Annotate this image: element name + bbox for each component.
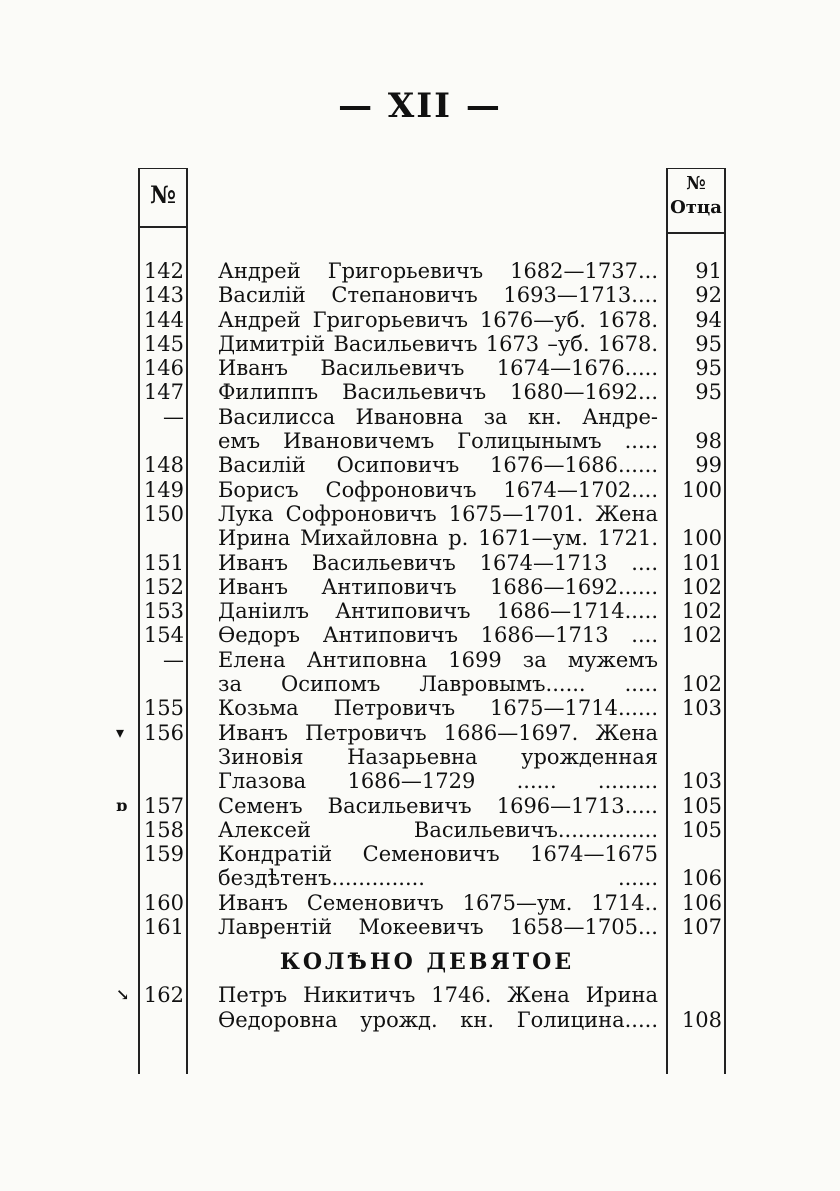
entry-number: 152: [143, 574, 184, 599]
entry-text: Ѳедоровна урожд. кн. Голицина.....: [218, 1007, 658, 1032]
entry-number: 144: [143, 307, 184, 332]
entry-number: 147: [143, 380, 184, 405]
table-row: [0, 526, 840, 550]
table-row: [0, 866, 840, 890]
entry-number: 162: [143, 983, 184, 1008]
section-heading-row: [0, 939, 840, 983]
entry-text: Иванъ Антиповичъ 1686—1692......: [218, 574, 658, 599]
table-row: [0, 575, 840, 599]
table-row: [0, 332, 840, 356]
entry-number: 158: [143, 817, 184, 842]
table-row: [0, 983, 840, 1007]
margin-mark-icon: ▾: [116, 722, 125, 742]
table-row: [0, 283, 840, 307]
entry-number: 148: [143, 453, 184, 478]
father-number: 105: [681, 793, 722, 818]
table-row: [0, 891, 840, 915]
father-number: 91: [695, 259, 722, 283]
entry-text: Ирина Михайловна р. 1671—ум. 1721.: [218, 526, 658, 551]
father-number: 100: [681, 526, 722, 551]
entry-number: 149: [143, 477, 184, 502]
father-number: 100: [681, 477, 722, 502]
table-row: [0, 696, 840, 720]
father-number: 95: [695, 331, 722, 356]
table-row: [0, 1008, 840, 1032]
father-number: 107: [681, 915, 722, 940]
entry-text: емъ Ивановичемъ Голицынымъ .....: [218, 429, 658, 454]
table-row: [0, 502, 840, 526]
entry-number: 154: [143, 623, 184, 648]
header-bottom-rule-right: [666, 232, 726, 234]
father-number: 102: [681, 623, 722, 648]
margin-mark-icon: ↘: [116, 985, 130, 1005]
entry-number: 153: [143, 599, 184, 624]
father-number: 105: [681, 817, 722, 842]
section-heading: КОЛѢНО ДЕВЯТОЕ: [279, 949, 575, 976]
table-row: [0, 478, 840, 502]
entry-text: Лаврентiй Мокеевичъ 1658—1705...: [218, 915, 658, 940]
entry-number: 157: [143, 793, 184, 818]
entry-number: 145: [143, 331, 184, 356]
entry-number: 143: [143, 283, 184, 308]
table-row: [0, 259, 840, 283]
table-row: [0, 599, 840, 623]
entry-text: Димитрiй Васильевичъ 1673 –уб. 1678.: [218, 331, 658, 356]
table-row: [0, 623, 840, 647]
father-number: 94: [695, 307, 722, 332]
father-number: 98: [695, 429, 722, 454]
genealogy-table: [0, 259, 840, 1032]
father-number: 102: [681, 574, 722, 599]
table-row: [0, 429, 840, 453]
entry-text: Данiилъ Антиповичъ 1686—1714.....: [218, 599, 658, 624]
entry-text: Елена Антиповна 1699 за мужемъ: [218, 647, 658, 672]
entry-text: бездѣтенъ.............. ......: [218, 866, 658, 891]
father-number: 95: [695, 356, 722, 381]
entry-text: Петръ Никитичъ 1746. Жена Ирина: [218, 983, 658, 1008]
father-number: 108: [681, 1007, 722, 1032]
column-header-number: №: [149, 180, 177, 209]
entry-text: Иванъ Васильевичъ 1674—1713 ....: [218, 550, 658, 575]
father-number: 102: [681, 672, 722, 697]
entry-number: —: [163, 647, 184, 672]
header-bottom-rule-left: [138, 226, 188, 228]
table-row: [0, 745, 840, 769]
entry-number: 151: [143, 550, 184, 575]
entry-text: Глазова 1686—1729 ...... .........: [218, 769, 658, 794]
margin-mark-icon: ɒ: [116, 795, 128, 815]
header-top-rule-right: [666, 168, 726, 169]
entry-text: Кондратiй Семеновичъ 1674—1675: [218, 842, 658, 867]
entry-text: Лука Софроновичъ 1675—1701. Жена: [218, 501, 658, 526]
entry-number: 142: [143, 259, 184, 283]
entry-text: Зиновiя Назарьевна урожденная: [218, 744, 658, 769]
table-row: [0, 818, 840, 842]
entry-text: Иванъ Петровичъ 1686—1697. Жена: [218, 720, 658, 745]
entry-text: Василiй Степановичъ 1693—1713....: [218, 283, 658, 308]
entry-number: 155: [143, 696, 184, 721]
entry-text: Борисъ Софроновичъ 1674—1702....: [218, 477, 658, 502]
entry-number: —: [163, 404, 184, 429]
entry-text: Козьма Петровичъ 1675—1714......: [218, 696, 658, 721]
entry-text: Алексей Васильевичъ...............: [218, 817, 658, 842]
father-number: 103: [681, 696, 722, 721]
entry-text: Иванъ Семеновичъ 1675—ум. 1714..: [218, 890, 658, 915]
header-top-rule-left: [138, 168, 188, 169]
entry-number: 160: [143, 890, 184, 915]
page-number: — XII —: [338, 86, 502, 126]
entry-text: за Осипомъ Лавровымъ...... .....: [218, 672, 658, 697]
father-number: 101: [681, 550, 722, 575]
entry-text: Филиппъ Васильевичъ 1680—1692...: [218, 380, 658, 405]
table-row: [0, 769, 840, 793]
entry-text: Ѳедоръ Антиповичъ 1686—1713 ....: [218, 623, 658, 648]
entry-number: 146: [143, 356, 184, 381]
entry-text: Семенъ Васильевичъ 1696—1713.....: [218, 793, 658, 818]
table-row: [0, 915, 840, 939]
table-row: [0, 453, 840, 477]
father-number: 99: [695, 453, 722, 478]
entry-text: Василiй Осиповичъ 1676—1686......: [218, 453, 658, 478]
table-row: [0, 380, 840, 404]
entry-number: 159: [143, 842, 184, 867]
table-row: [0, 405, 840, 429]
entry-text: Андрей Григорьевичъ 1676—уб. 1678.: [218, 307, 658, 332]
table-row: [0, 842, 840, 866]
entry-number: 150: [143, 501, 184, 526]
father-number: 92: [695, 283, 722, 308]
table-row: [0, 551, 840, 575]
entry-number: 156: [143, 720, 184, 745]
entry-text: Иванъ Васильевичъ 1674—1676.....: [218, 356, 658, 381]
entry-text: Василисса Ивановна за кн. Андре-: [218, 404, 658, 429]
table-row: [0, 672, 840, 696]
entry-number: 161: [143, 915, 184, 940]
father-number: 102: [681, 599, 722, 624]
table-row: [0, 794, 840, 818]
father-number: 103: [681, 769, 722, 794]
father-number: 95: [695, 380, 722, 405]
table-row: [0, 308, 840, 332]
table-row: [0, 648, 840, 672]
table-row: [0, 721, 840, 745]
entry-text: Андрей Григорьевичъ 1682—1737...: [218, 259, 658, 283]
father-number: 106: [681, 890, 722, 915]
table-row: [0, 356, 840, 380]
column-header-father: № Отца: [670, 173, 722, 218]
father-number: 106: [681, 866, 722, 891]
